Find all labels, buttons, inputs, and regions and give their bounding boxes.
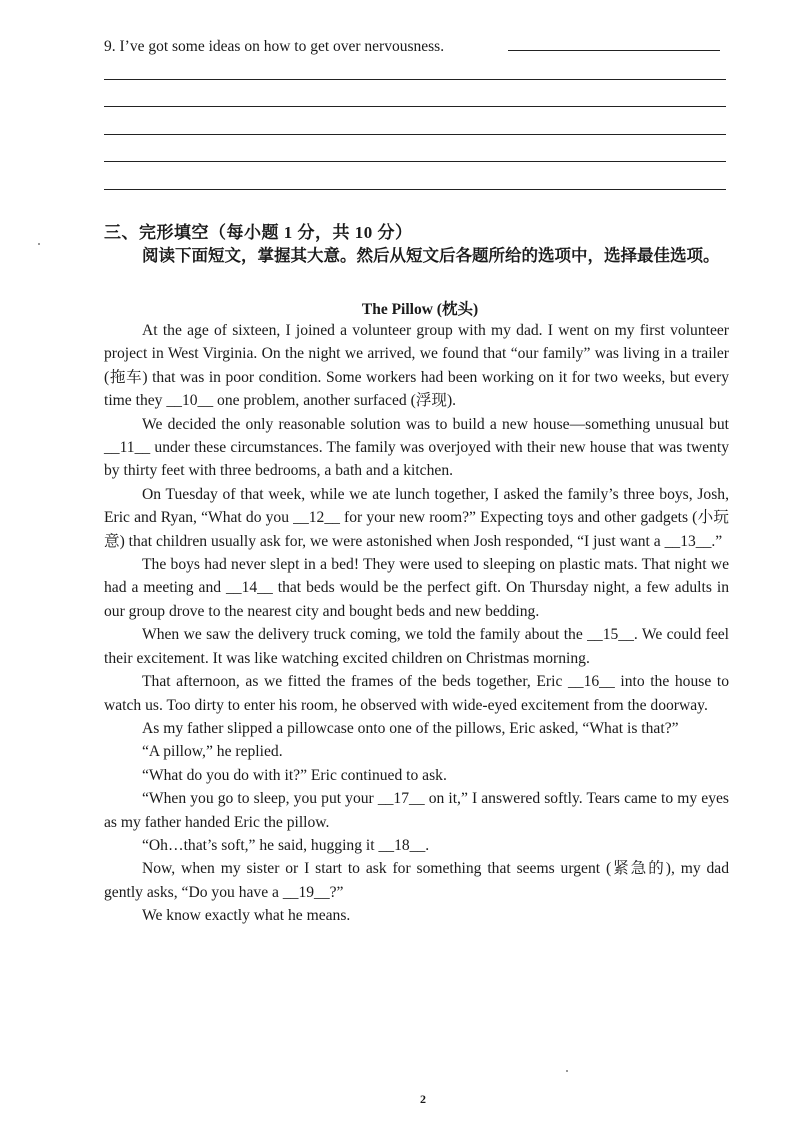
passage-paragraph: The boys had never slept in a bed! They were used to sleeping on plastic mats. That night we had a meeting and __14__ that beds would be the perfect gift. On Thursday night, a few adults in our group drove to the nearest city and bought beds and new bedding. [104,556,729,620]
answer-line-4[interactable] [104,161,726,162]
answer-line-3[interactable] [104,134,726,135]
question-9-blank[interactable] [508,50,720,51]
passage-body [104,319,729,928]
section-heading: 三、完形填空（每小题 1 分，共 10 分） [104,223,413,242]
answer-line-2[interactable] [104,106,726,107]
passage-paragraph: We know exactly what he means. [142,907,351,925]
answer-line-5[interactable] [104,189,726,190]
passage-paragraph: That afternoon, as we fitted the frames of the beds together, Eric __16__ into the house to watch us. Too dirty to enter his room, he observed with wide-eyed excitement from the doorway. [104,673,729,714]
passage-title: The Pillow (枕头) [361,301,479,318]
passage-paragraph: “What do you do with it?” Eric continued to ask. [142,766,447,784]
passage-paragraph: “Oh…that’s soft,” he said, hugging it __18__. [142,836,430,854]
scan-speck [38,243,40,245]
page-number: 2 [420,1092,426,1106]
section-instructions: 阅读下面短文，掌握其大意。然后从短文后各题所给的选项中，选择最佳选项。 [142,246,720,265]
passage-paragraph: “A pillow,” he replied. [142,743,283,761]
passage-paragraph: “When you go to sleep, you put your __17__ on it,” I answered softly. Tears came to my eyes as my father handed Eric the pillow. [104,790,729,831]
question-9-prompt: 9. I’ve got some ideas on how to get over nervousness. [104,38,445,55]
answer-line-1[interactable] [104,79,726,80]
scan-speck [566,1070,568,1072]
passage-paragraph: When we saw the delivery truck coming, we told the family about the __15__. We could feel their excitement. It was like watching excited children on Christmas morning. [104,626,729,667]
passage-paragraph: We decided the only reasonable solution was to build a new house—something unusual but __11__ under these circumstances. The family was overjoyed with their new house that was twenty by thirty feet with three bedrooms, a bath and a kitchen. [104,415,729,480]
passage-paragraph: On Tuesday of that week, while we ate lunch together, I asked the family’s three boys, Josh, Eric and Ryan, “What do you __12__ for your new room?” Expecting toys and other gadgets (小玩意) that children usually ask for, we were astonished when Josh responded, “I just want a __13__.” [104,485,729,550]
passage-paragraph: At the age of sixteen, I joined a volunteer group with my dad. I went on my first volunteer project in West Virginia. On the night we arrived, we found that “our family” was living in a trailer (拖车) that was in poor condition. Some workers had been working on it for two weeks, but every time they __10__ one problem, another surfaced (浮现). [104,322,729,410]
passage-paragraph: Now, when my sister or I start to ask for something that seems urgent (紧急的), my dad gently asks, “Do you have a __19__?” [104,860,729,901]
passage-paragraph: As my father slipped a pillowcase onto one of the pillows, Eric asked, “What is that?” [142,719,679,737]
